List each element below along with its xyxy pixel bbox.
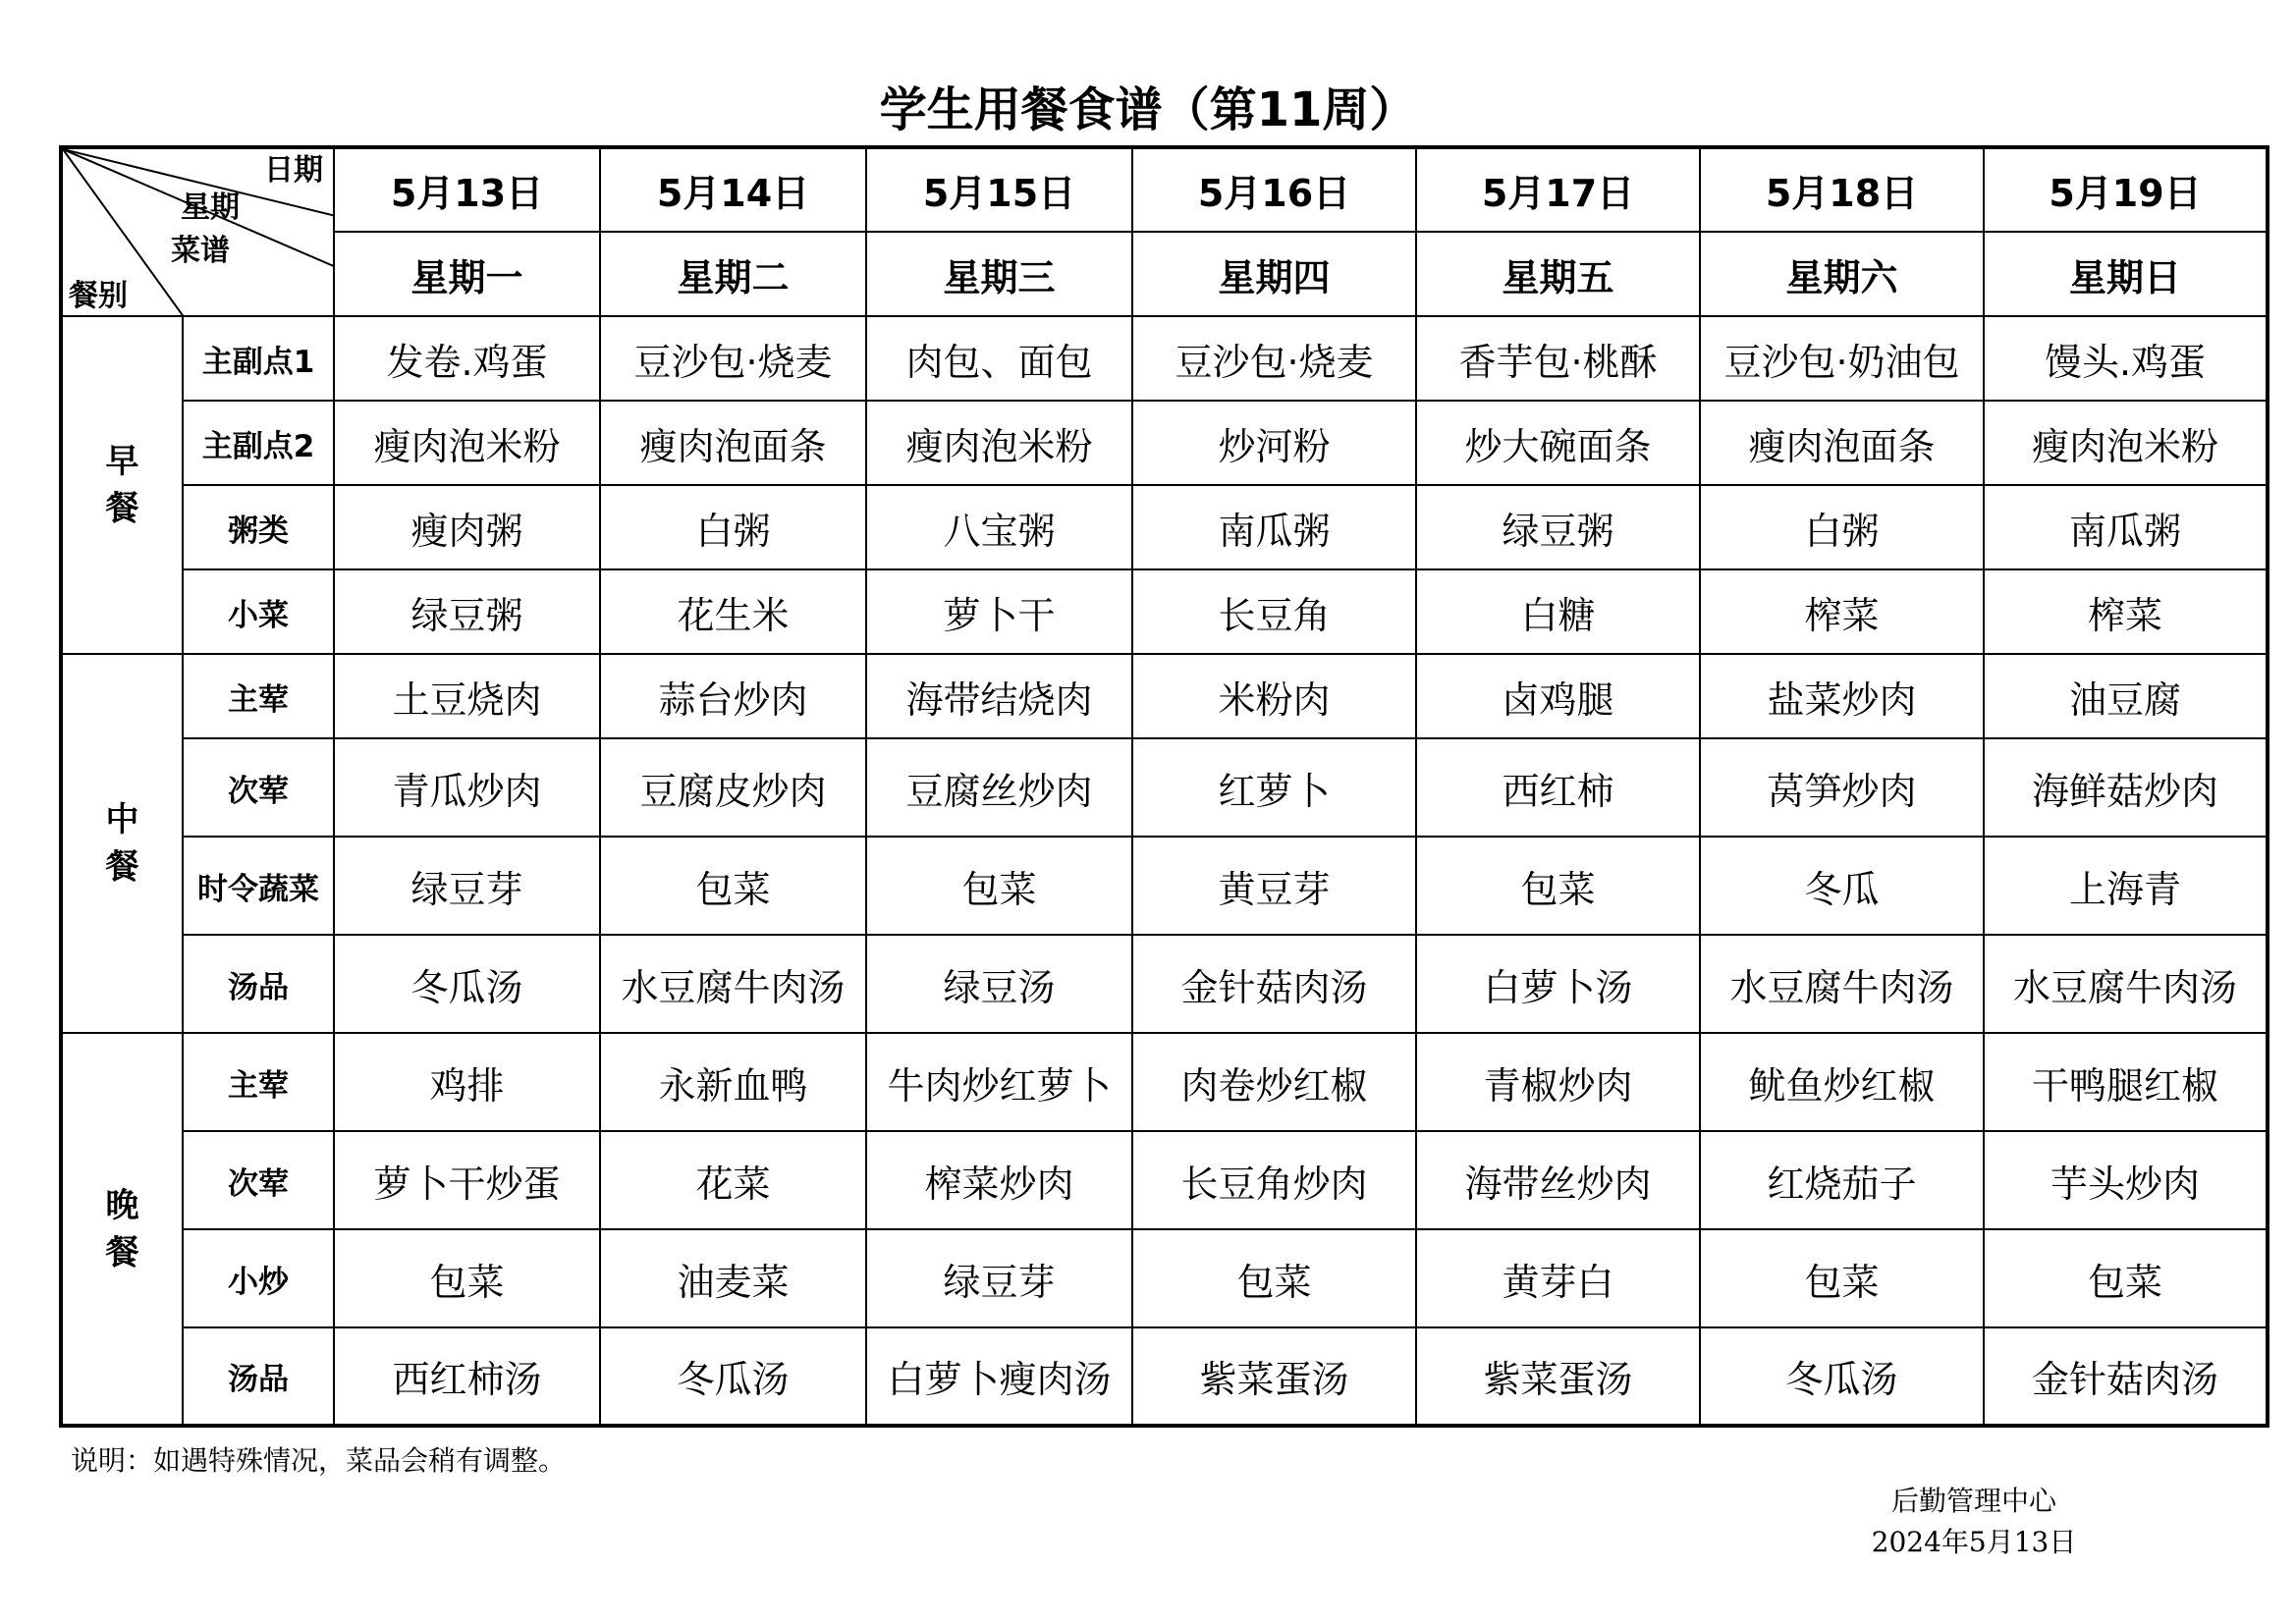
dish-cell: 长豆角炒肉 (1132, 1131, 1416, 1229)
menu-row (61, 1033, 2268, 1131)
weekday-row (61, 232, 2268, 316)
dish-cell: 卤鸡腿 (1416, 654, 1700, 738)
dish-cell: 金针菇肉汤 (1132, 935, 1416, 1033)
weekday-header: 星期日 (1984, 232, 2268, 316)
menu-row (61, 569, 2268, 654)
menu-table (59, 145, 2269, 1428)
dish-cell: 榨菜炒肉 (866, 1131, 1132, 1229)
date-header: 5月19日 (1984, 147, 2268, 232)
weekday-header: 星期一 (334, 232, 600, 316)
dish-cell: 包菜 (600, 837, 866, 935)
dish-category-label: 汤品 (183, 1327, 334, 1426)
meal-label-char: 餐 (105, 1232, 139, 1272)
dish-cell: 包菜 (866, 837, 1132, 935)
dish-category-label: 汤品 (183, 935, 334, 1033)
dish-category-label: 小炒 (183, 1229, 334, 1327)
signature-org: 后勤管理中心 (1890, 1485, 2056, 1517)
corner-meal-label: 餐别 (69, 279, 128, 313)
dish-cell: 红萝卜 (1132, 738, 1416, 837)
dish-category-label: 时令蔬菜 (183, 837, 334, 935)
date-header: 5月15日 (866, 147, 1132, 232)
dish-cell: 白糖 (1416, 569, 1700, 654)
dish-cell: 西红柿 (1416, 738, 1700, 837)
dish-cell: 干鸭腿红椒 (1984, 1033, 2268, 1131)
menu-row (61, 401, 2268, 485)
page-title: 学生用餐食谱（第11周） (879, 82, 1417, 137)
dish-category-label: 粥类 (183, 485, 334, 569)
dish-cell: 油豆腐 (1984, 654, 2268, 738)
meal-label (61, 654, 183, 1033)
dish-cell: 馒头.鸡蛋 (1984, 316, 2268, 401)
dish-cell: 白萝卜瘦肉汤 (866, 1327, 1132, 1426)
weekday-header: 星期三 (866, 232, 1132, 316)
dish-cell: 黄豆芽 (1132, 837, 1416, 935)
dish-cell: 冬瓜汤 (600, 1327, 866, 1426)
dish-cell: 绿豆芽 (334, 837, 600, 935)
menu-row (61, 935, 2268, 1033)
menu-row (61, 316, 2268, 401)
menu-row (61, 654, 2268, 738)
date-row (61, 147, 2268, 232)
dish-cell: 瘦肉泡面条 (600, 401, 866, 485)
meal-label-char: 中 (105, 800, 139, 839)
dish-cell: 包菜 (1132, 1229, 1416, 1327)
dish-cell: 盐菜炒肉 (1700, 654, 1984, 738)
corner-menu-label: 菜谱 (171, 234, 230, 268)
dish-cell: 土豆烧肉 (334, 654, 600, 738)
dish-cell: 包菜 (334, 1229, 600, 1327)
dish-cell: 永新血鸭 (600, 1033, 866, 1131)
dish-cell: 白粥 (1700, 485, 1984, 569)
meal-label-char: 餐 (105, 847, 139, 887)
meal-label-char: 晚 (105, 1185, 139, 1225)
dish-cell: 蒜台炒肉 (600, 654, 866, 738)
date-header: 5月16日 (1132, 147, 1416, 232)
dish-cell: 莴笋炒肉 (1700, 738, 1984, 837)
dish-cell: 绿豆汤 (866, 935, 1132, 1033)
dish-cell: 豆腐丝炒肉 (866, 738, 1132, 837)
dish-cell: 包菜 (1984, 1229, 2268, 1327)
dish-cell: 红烧茄子 (1700, 1131, 1984, 1229)
dish-cell: 绿豆粥 (334, 569, 600, 654)
dish-cell: 冬瓜汤 (1700, 1327, 1984, 1426)
dish-cell: 油麦菜 (600, 1229, 866, 1327)
dish-category-label: 次荤 (183, 738, 334, 837)
dish-cell: 榨菜 (1984, 569, 2268, 654)
menu-row (61, 1327, 2268, 1426)
dish-cell: 包菜 (1416, 837, 1700, 935)
dish-cell: 包菜 (1700, 1229, 1984, 1327)
dish-cell: 西红柿汤 (334, 1327, 600, 1426)
dish-cell: 冬瓜 (1700, 837, 1984, 935)
dish-cell: 黄芽白 (1416, 1229, 1700, 1327)
date-header: 5月14日 (600, 147, 866, 232)
dish-cell: 鸡排 (334, 1033, 600, 1131)
meal-label (61, 1033, 183, 1426)
dish-cell: 海鲜菇炒肉 (1984, 738, 2268, 837)
dish-cell: 豆沙包·烧麦 (600, 316, 866, 401)
weekday-header: 星期四 (1132, 232, 1416, 316)
dish-cell: 榨菜 (1700, 569, 1984, 654)
date-header: 5月17日 (1416, 147, 1700, 232)
dish-cell: 肉卷炒红椒 (1132, 1033, 1416, 1131)
dish-category-label: 主副点2 (183, 401, 334, 485)
menu-row (61, 1229, 2268, 1327)
weekday-header: 星期二 (600, 232, 866, 316)
dish-cell: 南瓜粥 (1132, 485, 1416, 569)
dish-cell: 绿豆芽 (866, 1229, 1132, 1327)
dish-cell: 瘦肉泡米粉 (334, 401, 600, 485)
dish-cell: 瘦肉泡米粉 (1984, 401, 2268, 485)
dish-cell: 南瓜粥 (1984, 485, 2268, 569)
dish-cell: 瘦肉泡面条 (1700, 401, 1984, 485)
dish-cell: 肉包、面包 (866, 316, 1132, 401)
menu-row (61, 485, 2268, 569)
signature-block (1827, 1481, 2121, 1563)
note-text: 说明：如遇特殊情况，菜品会稍有调整。 (71, 1444, 567, 1477)
dish-category-label: 主荤 (183, 1033, 334, 1131)
dish-cell: 瘦肉泡米粉 (866, 401, 1132, 485)
dish-cell: 长豆角 (1132, 569, 1416, 654)
date-header: 5月18日 (1700, 147, 1984, 232)
dish-cell: 鱿鱼炒红椒 (1700, 1033, 1984, 1131)
meal-label-char: 早 (105, 442, 139, 481)
dish-cell: 豆腐皮炒肉 (600, 738, 866, 837)
dish-cell: 海带丝炒肉 (1416, 1131, 1700, 1229)
dish-cell: 青瓜炒肉 (334, 738, 600, 837)
dish-cell: 海带结烧肉 (866, 654, 1132, 738)
dish-cell: 萝卜干炒蛋 (334, 1131, 600, 1229)
menu-row (61, 738, 2268, 837)
dish-cell: 萝卜干 (866, 569, 1132, 654)
dish-cell: 炒河粉 (1132, 401, 1416, 485)
date-header: 5月13日 (334, 147, 600, 232)
dish-cell: 瘦肉粥 (334, 485, 600, 569)
weekday-header: 星期五 (1416, 232, 1700, 316)
dish-cell: 绿豆粥 (1416, 485, 1700, 569)
dish-category-label: 小菜 (183, 569, 334, 654)
corner-header (61, 147, 334, 316)
menu-row (61, 837, 2268, 935)
dish-cell: 芋头炒肉 (1984, 1131, 2268, 1229)
meal-label-char: 餐 (105, 489, 139, 528)
dish-cell: 豆沙包·烧麦 (1132, 316, 1416, 401)
meal-label (61, 316, 183, 654)
dish-cell: 冬瓜汤 (334, 935, 600, 1033)
dish-cell: 香芋包·桃酥 (1416, 316, 1700, 401)
dish-cell: 水豆腐牛肉汤 (1984, 935, 2268, 1033)
dish-cell: 上海青 (1984, 837, 2268, 935)
dish-cell: 炒大碗面条 (1416, 401, 1700, 485)
dish-cell: 白粥 (600, 485, 866, 569)
corner-weekday-label: 星期 (181, 190, 240, 225)
dish-cell: 豆沙包·奶油包 (1700, 316, 1984, 401)
dish-cell: 紫菜蛋汤 (1132, 1327, 1416, 1426)
dish-cell: 发卷.鸡蛋 (334, 316, 600, 401)
signature-date: 2024年5月13日 (1871, 1526, 2077, 1558)
weekday-header: 星期六 (1700, 232, 1984, 316)
dish-cell: 八宝粥 (866, 485, 1132, 569)
dish-cell: 紫菜蛋汤 (1416, 1327, 1700, 1426)
dish-cell: 青椒炒肉 (1416, 1033, 1700, 1131)
dish-category-label: 主荤 (183, 654, 334, 738)
dish-cell: 牛肉炒红萝卜 (866, 1033, 1132, 1131)
dish-category-label: 次荤 (183, 1131, 334, 1229)
dish-cell: 水豆腐牛肉汤 (600, 935, 866, 1033)
dish-cell: 金针菇肉汤 (1984, 1327, 2268, 1426)
dish-cell: 花生米 (600, 569, 866, 654)
dish-cell: 白萝卜汤 (1416, 935, 1700, 1033)
dish-cell: 花菜 (600, 1131, 866, 1229)
dish-cell: 米粉肉 (1132, 654, 1416, 738)
corner-date-label: 日期 (264, 153, 323, 188)
dish-cell: 水豆腐牛肉汤 (1700, 935, 1984, 1033)
dish-category-label: 主副点1 (183, 316, 334, 401)
menu-row (61, 1131, 2268, 1229)
